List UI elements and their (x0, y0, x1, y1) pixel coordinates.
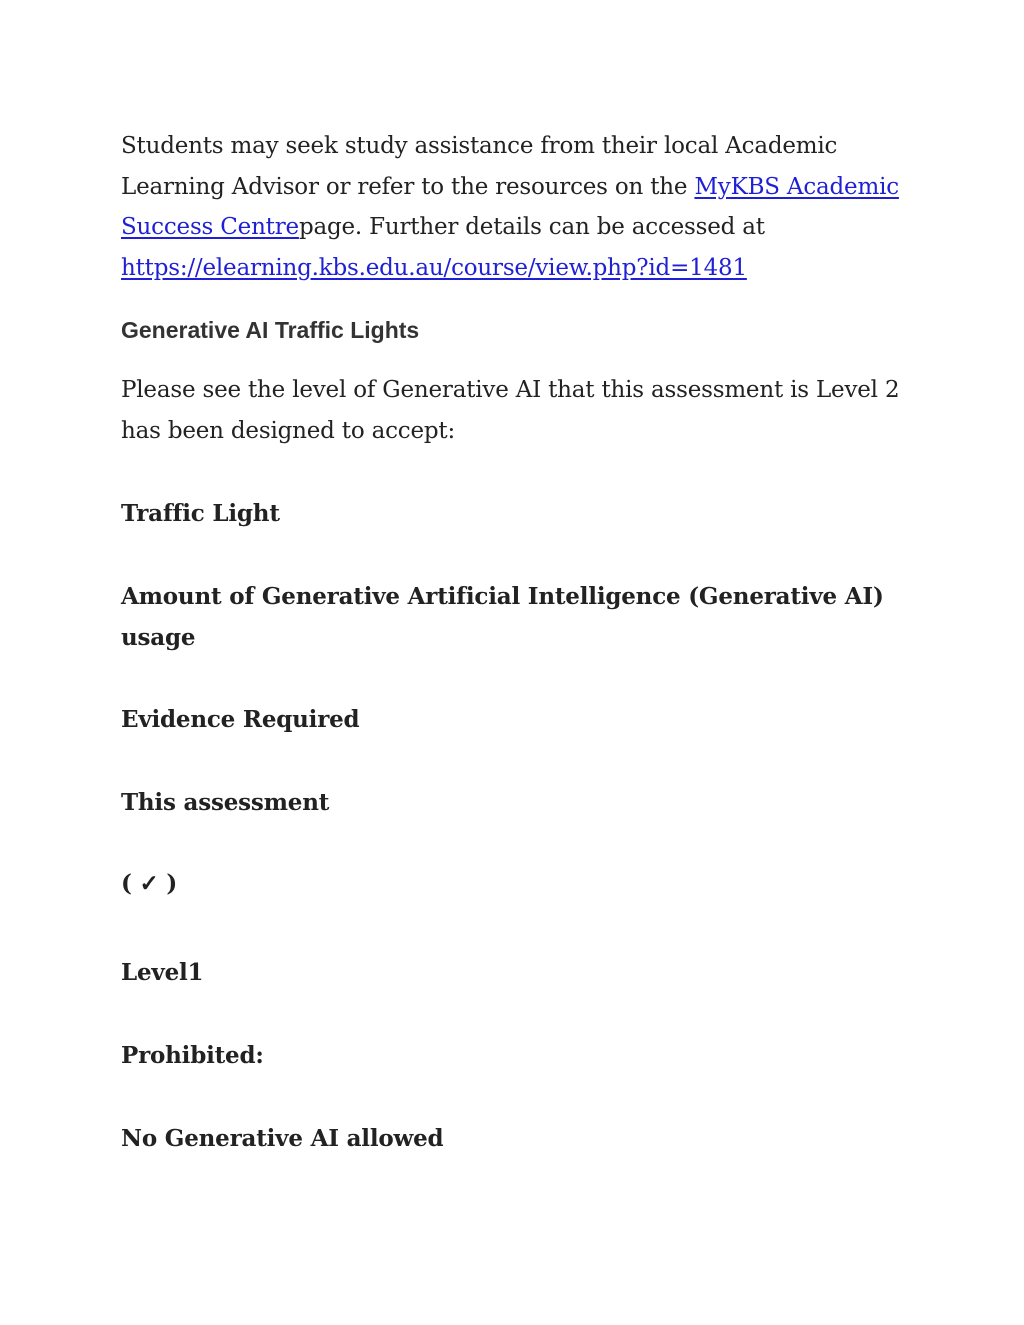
prohibited-label: Prohibited: (121, 1042, 264, 1069)
intro-text-before-link: Students may seek study assistance from their local Academic Learning Advisor or refer to the resources on the (121, 133, 838, 200)
evidence-required-label: Evidence Required (121, 706, 360, 733)
course-url-link[interactable]: https://elearning.kbs.edu.au/course/view.php?id=1481 (121, 254, 747, 281)
document-page (121, 126, 921, 1152)
this-assessment-label: This assessment (121, 789, 330, 816)
level-intro-paragraph: Please see the level of Generative AI that this assessment is Level 2 has been designed to accept: (121, 377, 900, 444)
intro-text-after-link: page. Further details can be accessed at (298, 214, 765, 240)
academic-success-link[interactable]: MyKBS Academic Success Centre (121, 173, 899, 240)
no-ai-allowed-label: No Generative AI allowed (121, 1125, 444, 1152)
traffic-light-label: Traffic Light (121, 500, 280, 527)
amount-usage-label: Amount of Generative Artificial Intelligence (Generative AI) usage (121, 583, 884, 651)
section-heading: Generative AI Traffic Lights (121, 317, 420, 343)
intro-paragraph (121, 126, 921, 288)
level-one-label: Level1 (121, 959, 204, 986)
checkmark-indicator: ( ✓ ) (121, 870, 178, 897)
